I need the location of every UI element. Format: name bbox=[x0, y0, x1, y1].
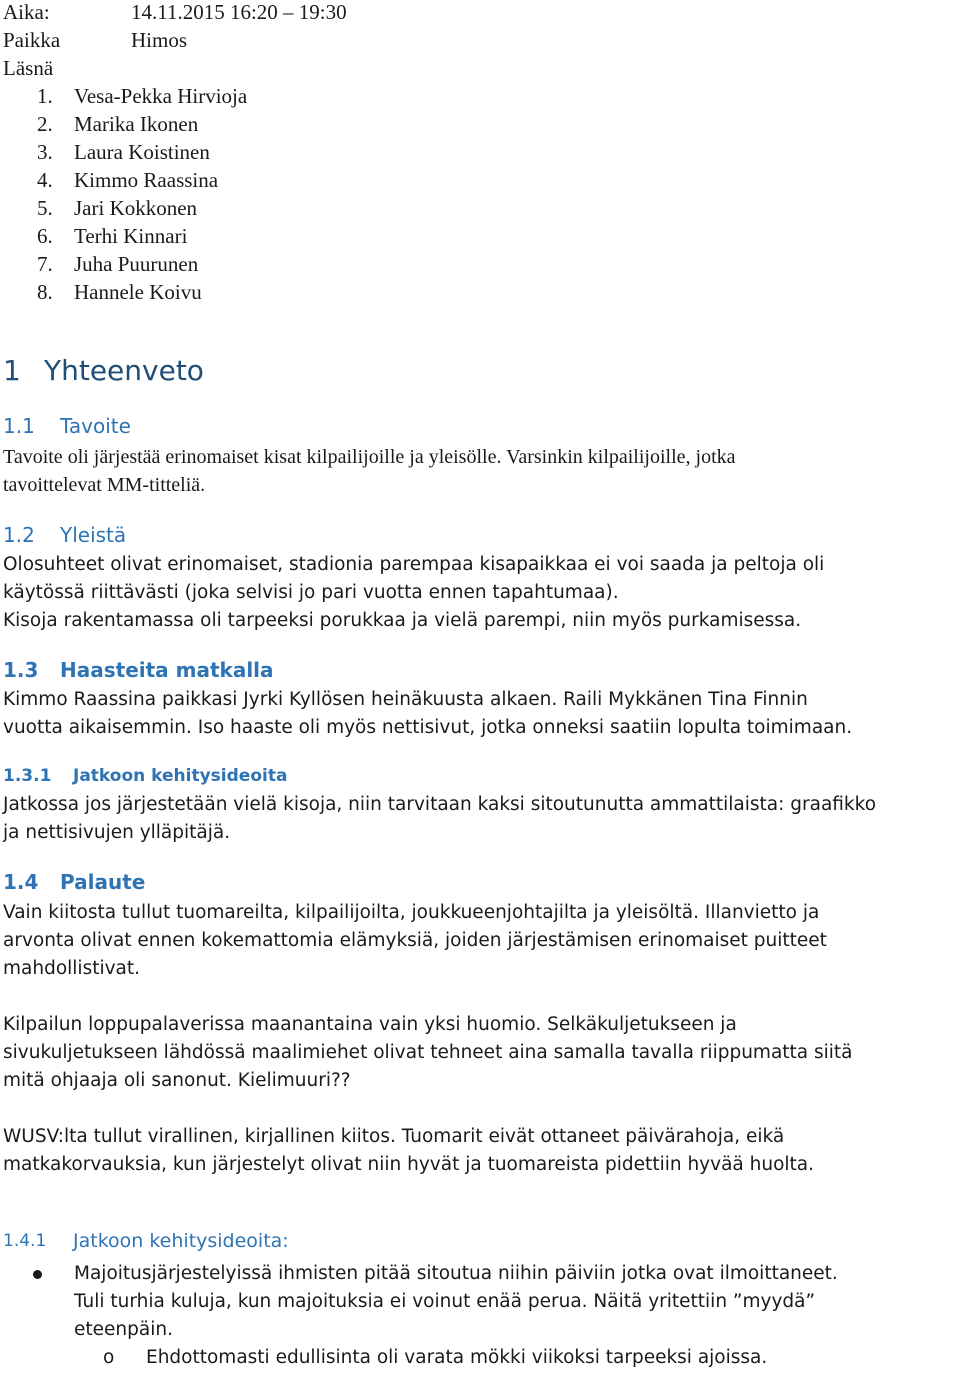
time-value: 14.11.2015 16:20 – 19:30 bbox=[131, 0, 347, 24]
heading-number: 1.4.1 bbox=[3, 1231, 47, 1251]
feedback-p1-line-1: Vain kiitosta tullut tuomareilta, kilpailijoilta, joukkueenjohtajilta ja yleisöltä. Illanvietto ja bbox=[3, 902, 820, 923]
ideas-line-2: ja nettisivujen ylläpitäjä. bbox=[3, 822, 231, 843]
attendee-number: 2. bbox=[37, 112, 53, 136]
feedback-p2-line-2: sivukuljetukseen lähdössä maalimiehet olivat tehneet aina samalla tavalla riippumatta siitä bbox=[3, 1042, 853, 1063]
attendee-number: 6. bbox=[37, 224, 53, 248]
general-line-2: käytössä riittävästi (joka selvisi jo pari vuotta ennen tapahtumaa). bbox=[3, 582, 619, 603]
goal-line-1: Tavoite oli järjestää erinomaiset kisat kilpailijoille ja yleisölle. Varsinkin kilpailijoille, jotka bbox=[3, 446, 736, 468]
challenges-line-1: Kimmo Raassina paikkasi Jyrki Kyllösen heinäkuusta alkaen. Raili Mykkänen Tina Finnin bbox=[3, 689, 808, 710]
bullet-icon bbox=[33, 1270, 42, 1279]
feedback-p3-line-1: WUSV:lta tullut virallinen, kirjallinen kiitos. Tuomarit eivät ottaneet päivärahoja, eikä bbox=[3, 1126, 785, 1147]
heading-number: 1.1 bbox=[3, 414, 35, 438]
heading-title: Yleistä bbox=[60, 523, 127, 547]
heading-number: 1 bbox=[3, 354, 21, 387]
feedback-p3-line-2: matkakorvauksia, kun järjestelyt olivat niin hyvät ja tuomareista pidettiin hyvää huolta. bbox=[3, 1154, 815, 1175]
attendee-name: Marika Ikonen bbox=[74, 112, 199, 136]
attendee-number: 7. bbox=[37, 252, 53, 276]
heading-number: 1.4 bbox=[3, 870, 39, 894]
attendee-number: 1. bbox=[37, 84, 53, 108]
heading-title: Jatkoon kehitysideoita: bbox=[73, 1230, 289, 1252]
bullet-line-2: Tuli turhia kuluja, kun majoituksia ei voinut enää perua. Näitä yritettiin ”myydä” bbox=[74, 1291, 816, 1312]
heading-number: 1.3.1 bbox=[3, 766, 52, 786]
feedback-p1-line-3: mahdollistivat. bbox=[3, 958, 141, 979]
attendee-number: 8. bbox=[37, 280, 53, 304]
present-label: Läsnä bbox=[3, 56, 54, 80]
subsubsection-heading-feedback-ideas bbox=[3, 1229, 503, 1255]
attendee-name: Vesa-Pekka Hirvioja bbox=[74, 84, 248, 108]
attendee-name: Hannele Koivu bbox=[74, 280, 202, 304]
ideas-line-1: Jatkossa jos järjestetään vielä kisoja, niin tarvitaan kaksi sitoutunutta ammattilaista: graafikko bbox=[3, 794, 877, 815]
place-label: Paikka bbox=[3, 28, 61, 52]
heading-title: Jatkoon kehitysideoita bbox=[73, 766, 288, 786]
general-line-1: Olosuhteet olivat erinomaiset, stadionia parempaa kisapaikkaa ei voi saada ja peltoja oli bbox=[3, 554, 825, 575]
sub-bullet-text: Ehdottomasti edullisinta oli varata mökki viikoksi tarpeeksi ajoissa. bbox=[146, 1347, 768, 1368]
subsubsection-heading-ideas bbox=[3, 764, 503, 788]
subsection-heading-goal bbox=[3, 414, 403, 440]
attendee-number: 4. bbox=[37, 168, 53, 192]
heading-title: Haasteita matkalla bbox=[60, 658, 274, 682]
heading-title: Palaute bbox=[60, 870, 146, 894]
heading-title: Yhteenveto bbox=[44, 354, 204, 387]
heading-title: Tavoite bbox=[60, 414, 131, 438]
subsection-heading-general bbox=[3, 523, 403, 549]
general-line-3: Kisoja rakentamassa oli tarpeeksi porukkaa ja vielä parempi, niin myös purkamisessa. bbox=[3, 610, 802, 631]
challenges-line-2: vuotta aikaisemmin. Iso haaste oli myös nettisivut, jotka onneksi saatiin lopulta toimimaan. bbox=[3, 717, 853, 738]
bullet-line-1: Majoitusjärjestelyissä ihmisten pitää sitoutua niihin päiviin jotka ovat ilmoittaneet. bbox=[74, 1263, 838, 1284]
bullet-line-3: eteenpäin. bbox=[74, 1319, 173, 1340]
subsection-heading-challenges bbox=[3, 658, 503, 684]
feedback-p2-line-3: mitä ohjaaja oli sanonut. Kielimuuri?? bbox=[3, 1070, 351, 1091]
attendee-name: Jari Kokkonen bbox=[74, 196, 198, 220]
attendee-number: 3. bbox=[37, 140, 53, 164]
heading-number: 1.3 bbox=[3, 658, 39, 682]
attendee-name: Kimmo Raassina bbox=[74, 168, 219, 192]
attendee-name: Laura Koistinen bbox=[74, 140, 210, 164]
heading-number: 1.2 bbox=[3, 523, 35, 547]
attendee-name: Terhi Kinnari bbox=[74, 224, 188, 248]
attendee-name: Juha Puurunen bbox=[74, 252, 199, 276]
place-value: Himos bbox=[131, 28, 188, 52]
time-label: Aika: bbox=[3, 0, 50, 24]
feedback-p2-line-1: Kilpailun loppupalaverissa maanantaina vain yksi huomio. Selkäkuljetukseen ja bbox=[3, 1014, 737, 1035]
sub-bullet-marker: o bbox=[103, 1347, 115, 1368]
goal-line-2: tavoittelevat MM-titteliä. bbox=[3, 474, 206, 496]
attendee-number: 5. bbox=[37, 196, 53, 220]
feedback-p1-line-2: arvonta olivat ennen kokemattomia elämyksiä, joiden järjestämisen erinomaiset puitteet bbox=[3, 930, 827, 951]
section-heading-summary bbox=[3, 355, 403, 389]
subsection-heading-feedback bbox=[3, 870, 403, 896]
